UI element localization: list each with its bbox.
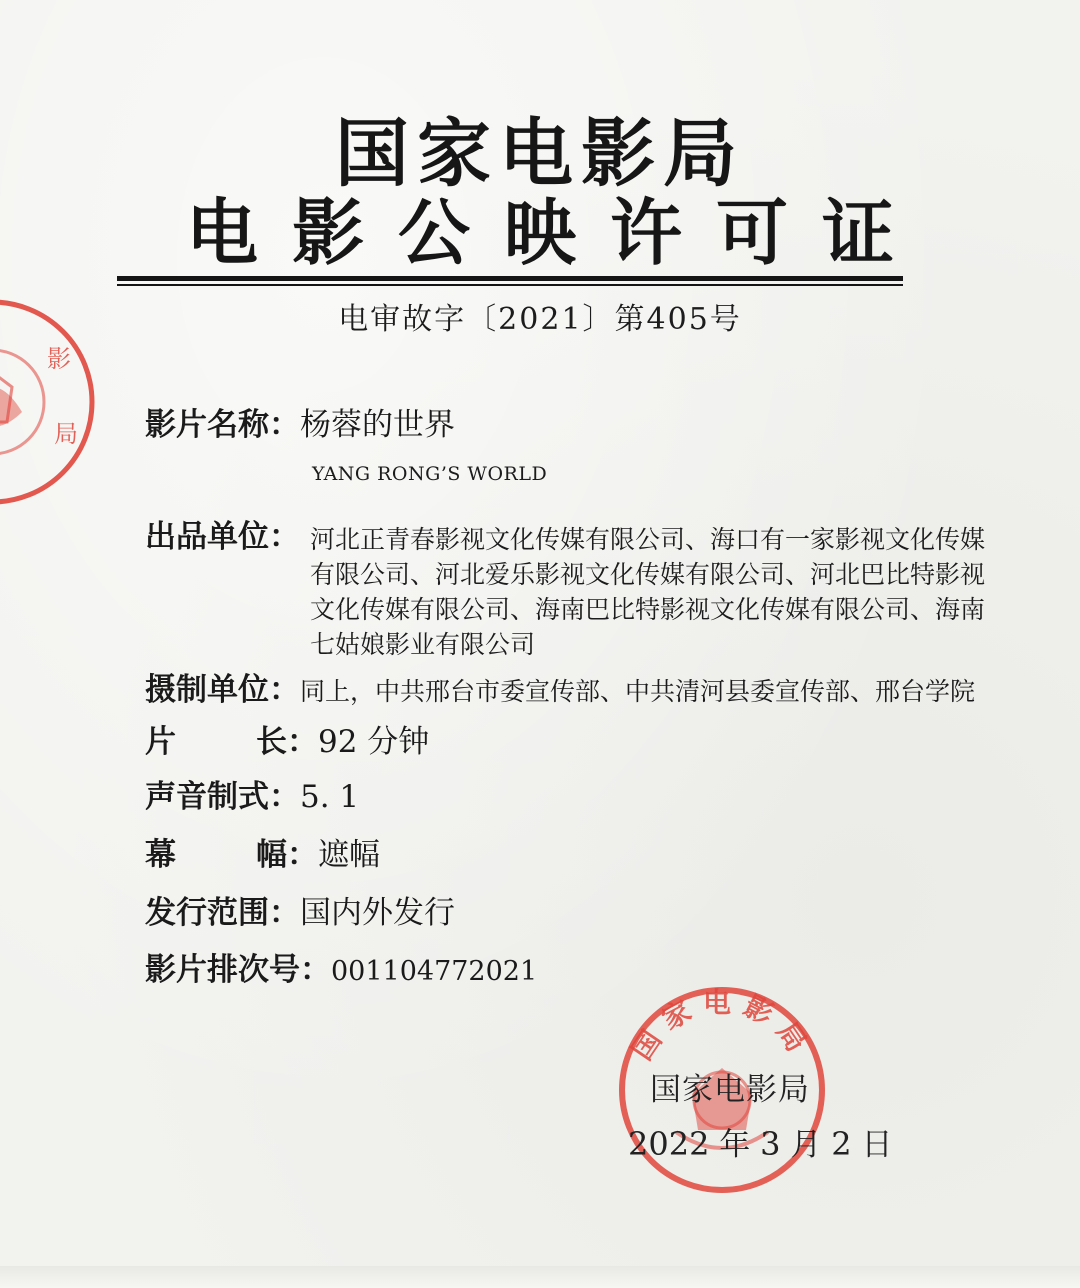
filming-units-value: 同上，中共邢台市委宣传部、中共清河县委宣传部、邢台学院	[300, 677, 976, 706]
svg-text:影: 影	[47, 345, 71, 373]
date-year: 2022	[628, 1125, 710, 1163]
aspect-value: 遮幅	[318, 837, 380, 873]
producers-line: 文化传媒有限公司、海南巴比特影视文化传媒有限公司、海南	[310, 595, 986, 624]
date-day: 2	[831, 1125, 852, 1163]
producers-line: 河北正青春影视文化传媒有限公司、海口有一家影视文化传媒	[310, 525, 986, 554]
producers-label: 出品单位	[145, 519, 269, 555]
film-name-colon: ：	[269, 407, 300, 443]
distribution-scope-colon: ：	[269, 895, 300, 931]
date-month: 3	[760, 1125, 781, 1163]
field-batch-number	[145, 950, 537, 992]
seal-arc-text: 国家电影局	[625, 986, 819, 1066]
date-day-unit: 日	[861, 1127, 893, 1163]
distribution-scope-label: 发行范围	[145, 895, 269, 931]
producers-line: 有限公司、河北爱乐影视文化传媒有限公司、河北巴比特影视	[310, 560, 986, 589]
issuer-name: 国家电影局	[650, 1072, 810, 1108]
field-aspect	[145, 835, 380, 875]
field-producers	[145, 517, 300, 557]
aspect-label: 幕幅	[145, 837, 287, 873]
producers-value	[310, 522, 1000, 662]
field-distribution-scope	[145, 893, 455, 933]
batch-number-label: 影片排次号	[145, 952, 300, 988]
header-rule-thick	[117, 276, 903, 281]
field-film-name	[145, 405, 455, 445]
batch-number-colon: ：	[300, 952, 331, 988]
date-year-unit: 年	[719, 1127, 751, 1163]
producers-line: 七姑娘影业有限公司	[310, 630, 536, 659]
length-colon: ：	[287, 724, 318, 760]
page-fold-edge	[0, 1266, 1080, 1288]
filming-units-label: 摄制单位	[145, 672, 269, 708]
certificate-title: 电影公映许可证	[185, 191, 928, 275]
film-name-value: 杨蓉的世界	[300, 407, 455, 443]
aspect-colon: ：	[287, 837, 318, 873]
distribution-scope-value: 国内外发行	[300, 895, 455, 931]
field-filming-units	[145, 670, 975, 712]
field-length	[145, 722, 429, 762]
agency-heading: 国家电影局	[335, 111, 745, 197]
sound-format-value: 5. 1	[300, 779, 360, 815]
sound-format-colon: ：	[269, 779, 300, 815]
sound-format-label: 声音制式	[145, 779, 269, 815]
filming-units-colon: ：	[269, 672, 300, 708]
english-title: YANG RONG’S WORLD	[312, 463, 548, 485]
length-label: 片长	[145, 724, 287, 760]
svg-text:国家电影局	[625, 986, 819, 1066]
field-sound-format	[145, 777, 359, 817]
svg-text:局: 局	[54, 420, 78, 448]
producers-colon: ：	[269, 519, 300, 555]
batch-number-value: 001104772021	[331, 956, 538, 987]
film-name-label: 影片名称	[145, 407, 269, 443]
document-number: 电审故字〔2021〕第405号	[338, 302, 742, 337]
date-month-unit: 月	[790, 1127, 822, 1163]
length-value: 92 分钟	[318, 724, 430, 760]
header-rule-thin	[117, 284, 903, 286]
issue-date	[628, 1124, 892, 1165]
